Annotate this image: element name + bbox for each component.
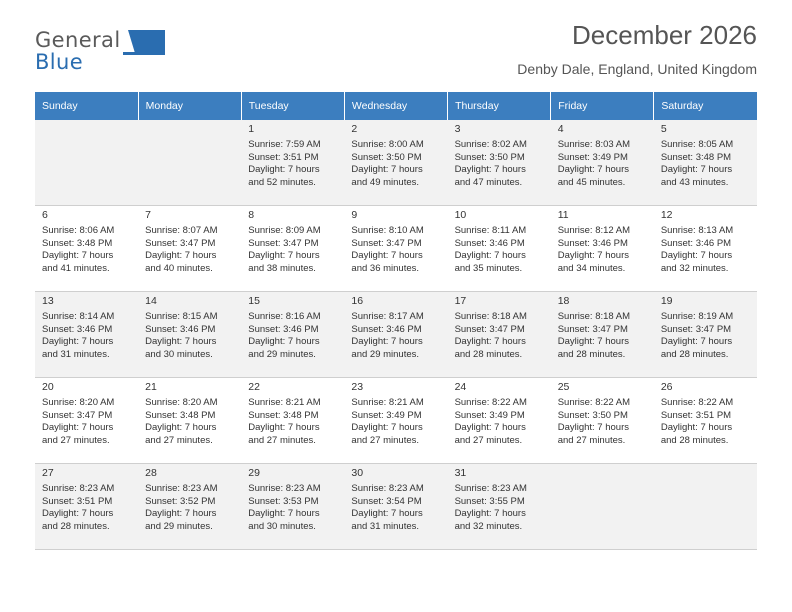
calendar-day-empty: [654, 464, 757, 550]
day-number: 6: [42, 209, 48, 221]
day-number: 31: [454, 467, 467, 479]
day-info-line: and 45 minutes.: [557, 176, 626, 188]
day-info-line: Sunrise: 8:16 AM: [248, 311, 321, 322]
day-number: 14: [145, 295, 157, 307]
day-info-line: and 28 minutes.: [660, 434, 729, 446]
day-number: 26: [660, 381, 673, 393]
day-info-line: and 34 minutes.: [557, 262, 626, 274]
day-info-line: Sunset: 3:47 PM: [42, 409, 113, 421]
logo-flag-icon: [128, 30, 165, 52]
day-info-line: Sunset: 3:48 PM: [42, 237, 113, 249]
day-info-line: and 40 minutes.: [145, 262, 213, 274]
day-info-line: Sunrise: 8:20 AM: [145, 397, 218, 408]
day-info-line: Daylight: 7 hours: [42, 422, 114, 434]
day-info-line: and 32 minutes.: [454, 520, 523, 532]
day-info-line: and 31 minutes.: [42, 348, 110, 360]
day-sun-info: [248, 397, 338, 447]
day-info-line: Daylight: 7 hours: [145, 250, 217, 262]
calendar-day-cell: [551, 206, 654, 292]
day-sun-info: [42, 311, 132, 361]
day-info-line: Daylight: 7 hours: [660, 336, 733, 348]
day-number: 8: [248, 209, 255, 221]
calendar-week-row: [35, 120, 757, 206]
day-number: 27: [42, 467, 54, 479]
day-info-line: Daylight: 7 hours: [454, 422, 526, 434]
day-info-line: and 28 minutes.: [557, 348, 626, 360]
day-info-line: Daylight: 7 hours: [42, 336, 114, 348]
calendar-week-row: [35, 378, 757, 464]
page-title: December 2026: [572, 20, 757, 50]
generalblue-logo: [35, 28, 165, 76]
day-info-line: Sunset: 3:49 PM: [557, 151, 628, 163]
day-info-line: Sunrise: 8:21 AM: [351, 397, 424, 408]
day-sun-info: [455, 397, 545, 447]
day-info-line: Sunset: 3:48 PM: [660, 151, 732, 163]
day-sun-info: [248, 139, 338, 189]
weekday-header-sunday: Sunday: [35, 92, 138, 120]
day-info-line: Sunrise: 8:18 AM: [557, 311, 631, 322]
calendar-day-cell: [448, 120, 551, 206]
calendar-day-cell: [344, 378, 447, 464]
calendar-day-cell: [35, 206, 138, 292]
day-info-line: Daylight: 7 hours: [248, 508, 320, 520]
day-info-line: and 32 minutes.: [660, 262, 729, 274]
day-number: 11: [557, 209, 569, 221]
day-info-line: Sunset: 3:47 PM: [351, 237, 422, 249]
calendar-day-cell: [138, 206, 241, 292]
day-sun-info: [42, 225, 132, 275]
calendar-day-cell: [448, 378, 551, 464]
day-info-line: Sunrise: 8:13 AM: [660, 225, 734, 236]
day-info-line: Sunrise: 8:23 AM: [248, 483, 321, 494]
day-info-line: Sunset: 3:46 PM: [145, 323, 216, 335]
day-info-line: Daylight: 7 hours: [351, 336, 423, 348]
day-number: 22: [248, 381, 260, 393]
calendar-day-cell: [241, 206, 344, 292]
day-info-line: Sunrise: 8:22 AM: [454, 397, 527, 408]
day-sun-info: [248, 311, 338, 361]
calendar-day-cell: [344, 120, 447, 206]
page-header: [35, 0, 757, 92]
day-number: 16: [351, 295, 364, 307]
day-info-line: and 35 minutes.: [454, 262, 523, 274]
day-info-line: Daylight: 7 hours: [454, 508, 526, 520]
day-info-line: Sunset: 3:51 PM: [42, 495, 113, 507]
day-sun-info: [455, 139, 545, 189]
day-info-line: Sunrise: 8:23 AM: [42, 483, 115, 494]
day-info-line: and 28 minutes.: [660, 348, 729, 360]
day-info-line: Sunrise: 8:06 AM: [42, 225, 115, 236]
day-number: 29: [248, 467, 260, 479]
day-info-line: Sunset: 3:46 PM: [454, 237, 525, 249]
calendar-day-cell: [138, 464, 241, 550]
day-info-line: Sunset: 3:46 PM: [42, 323, 113, 335]
day-number: 5: [660, 123, 667, 135]
day-info-line: and 28 minutes.: [42, 520, 110, 532]
day-sun-info: [661, 225, 751, 275]
day-info-line: Sunrise: 8:22 AM: [660, 397, 734, 408]
day-sun-info: [455, 311, 545, 361]
day-info-line: Daylight: 7 hours: [660, 164, 733, 176]
day-sun-info: [558, 311, 648, 361]
day-number: 30: [351, 467, 364, 479]
day-info-line: Daylight: 7 hours: [248, 422, 320, 434]
calendar-day-cell: [551, 292, 654, 378]
day-info-line: Sunrise: 8:15 AM: [145, 311, 218, 322]
day-number: 15: [248, 295, 260, 307]
day-number: 20: [42, 381, 54, 393]
calendar-day-cell: [654, 206, 757, 292]
day-info-line: Sunrise: 8:23 AM: [454, 483, 527, 494]
day-number: 1: [248, 123, 255, 135]
day-info-line: Daylight: 7 hours: [660, 250, 733, 262]
day-info-line: and 29 minutes.: [351, 348, 420, 360]
day-sun-info: [351, 225, 441, 275]
day-info-line: Sunset: 3:50 PM: [557, 409, 628, 421]
day-info-line: Daylight: 7 hours: [557, 336, 629, 348]
calendar-day-cell: [654, 120, 757, 206]
day-info-line: Sunrise: 7:59 AM: [248, 139, 321, 150]
day-sun-info: [42, 483, 132, 533]
day-info-line: Daylight: 7 hours: [248, 164, 320, 176]
day-sun-info: [661, 397, 751, 447]
calendar-day-cell: [344, 464, 447, 550]
day-info-line: and 27 minutes.: [351, 434, 420, 446]
day-info-line: Daylight: 7 hours: [351, 250, 423, 262]
calendar-day-empty: [551, 464, 654, 550]
day-info-line: Daylight: 7 hours: [557, 422, 629, 434]
day-number: 23: [351, 381, 364, 393]
calendar-day-cell: [448, 292, 551, 378]
day-number: 19: [660, 295, 673, 307]
day-info-line: Daylight: 7 hours: [351, 508, 423, 520]
day-info-line: Sunrise: 8:14 AM: [42, 311, 115, 322]
day-info-line: Sunset: 3:49 PM: [351, 409, 422, 421]
day-info-line: Sunset: 3:52 PM: [145, 495, 216, 507]
calendar-day-cell: [551, 378, 654, 464]
day-sun-info: [455, 225, 545, 275]
day-info-line: and 52 minutes.: [248, 176, 316, 188]
day-info-line: and 30 minutes.: [248, 520, 316, 532]
day-info-line: Daylight: 7 hours: [557, 164, 629, 176]
day-info-line: Sunset: 3:49 PM: [454, 409, 525, 421]
day-sun-info: [145, 311, 235, 361]
weekday-header-thursday: Thursday: [448, 92, 551, 120]
calendar-day-cell: [654, 378, 757, 464]
day-number: 4: [557, 123, 564, 135]
weekday-header-tuesday: Tuesday: [241, 92, 344, 120]
day-info-line: Sunset: 3:46 PM: [557, 237, 628, 249]
calendar-day-cell: [241, 464, 344, 550]
day-info-line: Sunrise: 8:03 AM: [557, 139, 631, 150]
day-info-line: and 27 minutes.: [454, 434, 523, 446]
weekday-header-saturday: Saturday: [654, 92, 757, 120]
day-info-line: and 43 minutes.: [660, 176, 729, 188]
day-info-line: Sunset: 3:46 PM: [660, 237, 732, 249]
calendar-day-cell: [138, 378, 241, 464]
day-number: 24: [454, 381, 467, 393]
day-info-line: Daylight: 7 hours: [454, 250, 526, 262]
day-info-line: Daylight: 7 hours: [145, 422, 217, 434]
day-info-line: Daylight: 7 hours: [42, 508, 114, 520]
day-info-line: Daylight: 7 hours: [248, 336, 320, 348]
day-info-line: Daylight: 7 hours: [248, 250, 320, 262]
calendar-day-cell: [448, 206, 551, 292]
day-info-line: Sunset: 3:47 PM: [248, 237, 319, 249]
day-info-line: Daylight: 7 hours: [454, 164, 526, 176]
title-block: [517, 18, 757, 80]
day-sun-info: [558, 397, 648, 447]
day-number: 17: [454, 295, 467, 307]
day-number: 28: [145, 467, 157, 479]
day-info-line: Sunrise: 8:02 AM: [454, 139, 527, 150]
day-info-line: Daylight: 7 hours: [145, 336, 217, 348]
calendar-day-cell: [551, 120, 654, 206]
day-info-line: and 29 minutes.: [248, 348, 316, 360]
day-info-line: and 27 minutes.: [145, 434, 213, 446]
day-sun-info: [661, 311, 751, 361]
day-info-line: Sunrise: 8:22 AM: [557, 397, 631, 408]
day-info-line: Daylight: 7 hours: [557, 250, 629, 262]
day-info-line: Sunset: 3:51 PM: [248, 151, 319, 163]
day-sun-info: [558, 139, 648, 189]
day-number: 18: [557, 295, 570, 307]
day-sun-info: [351, 139, 441, 189]
day-info-line: Daylight: 7 hours: [42, 250, 114, 262]
calendar-day-cell: [654, 292, 757, 378]
day-info-line: and 30 minutes.: [145, 348, 213, 360]
day-info-line: Sunrise: 8:12 AM: [557, 225, 631, 236]
day-info-line: Sunrise: 8:11 AM: [454, 225, 527, 236]
day-info-line: and 41 minutes.: [42, 262, 110, 274]
day-sun-info: [145, 397, 235, 447]
day-number: 13: [42, 295, 54, 307]
day-info-line: Sunset: 3:50 PM: [351, 151, 422, 163]
day-sun-info: [351, 483, 441, 533]
calendar-day-cell: [344, 292, 447, 378]
day-info-line: Sunset: 3:48 PM: [145, 409, 216, 421]
day-sun-info: [145, 483, 235, 533]
day-info-line: Sunrise: 8:17 AM: [351, 311, 424, 322]
day-info-line: Sunset: 3:50 PM: [454, 151, 525, 163]
day-info-line: Sunrise: 8:05 AM: [660, 139, 734, 150]
day-info-line: and 31 minutes.: [351, 520, 420, 532]
day-number: 21: [145, 381, 157, 393]
day-info-line: and 36 minutes.: [351, 262, 420, 274]
day-sun-info: [42, 397, 132, 447]
day-info-line: Sunrise: 8:09 AM: [248, 225, 321, 236]
day-info-line: Daylight: 7 hours: [660, 422, 733, 434]
logo-text-blue: Blue: [35, 50, 84, 74]
day-info-line: Sunset: 3:47 PM: [660, 323, 732, 335]
day-sun-info: [145, 225, 235, 275]
day-number: 9: [351, 209, 358, 221]
day-sun-info: [351, 397, 441, 447]
day-info-line: Sunrise: 8:20 AM: [42, 397, 115, 408]
sunrise-sunset-calendar: [35, 92, 757, 550]
day-info-line: and 28 minutes.: [454, 348, 523, 360]
calendar-day-empty: [35, 120, 138, 206]
day-info-line: Sunset: 3:47 PM: [557, 323, 628, 335]
day-sun-info: [661, 139, 751, 189]
day-info-line: and 27 minutes.: [248, 434, 316, 446]
calendar-day-cell: [241, 120, 344, 206]
day-info-line: Sunset: 3:54 PM: [351, 495, 422, 507]
day-info-line: and 47 minutes.: [454, 176, 523, 188]
weekday-header-wednesday: Wednesday: [344, 92, 447, 120]
calendar-day-cell: [344, 206, 447, 292]
day-sun-info: [248, 225, 338, 275]
day-info-line: Sunset: 3:53 PM: [248, 495, 319, 507]
day-info-line: and 27 minutes.: [557, 434, 626, 446]
calendar-week-row: [35, 292, 757, 378]
day-info-line: Sunrise: 8:23 AM: [145, 483, 218, 494]
day-info-line: and 29 minutes.: [145, 520, 213, 532]
weekday-header-monday: Monday: [138, 92, 241, 120]
calendar-day-cell: [35, 464, 138, 550]
day-number: 2: [351, 123, 358, 135]
day-info-line: Sunrise: 8:10 AM: [351, 225, 424, 236]
day-info-line: Sunset: 3:46 PM: [351, 323, 422, 335]
weekday-header-friday: Friday: [551, 92, 654, 120]
day-info-line: Daylight: 7 hours: [454, 336, 526, 348]
day-info-line: Sunset: 3:47 PM: [145, 237, 216, 249]
calendar-day-cell: [241, 292, 344, 378]
page-subtitle: Denby Dale, England, United Kingdom: [517, 61, 757, 77]
day-info-line: Daylight: 7 hours: [351, 164, 423, 176]
logo-underline: [123, 52, 165, 55]
day-info-line: Daylight: 7 hours: [351, 422, 423, 434]
logo-text-general: General: [35, 28, 121, 52]
day-info-line: Daylight: 7 hours: [145, 508, 217, 520]
day-info-line: and 38 minutes.: [248, 262, 316, 274]
calendar-week-row: [35, 464, 757, 550]
day-info-line: Sunset: 3:47 PM: [454, 323, 525, 335]
day-info-line: Sunset: 3:51 PM: [660, 409, 732, 421]
day-number: 7: [145, 209, 151, 221]
day-info-line: Sunrise: 8:21 AM: [248, 397, 321, 408]
calendar-week-row: [35, 206, 757, 292]
day-number: 10: [454, 209, 467, 221]
weekday-header-row: [35, 92, 757, 120]
day-info-line: Sunrise: 8:07 AM: [145, 225, 218, 236]
day-number: 25: [557, 381, 570, 393]
day-info-line: Sunset: 3:55 PM: [454, 495, 525, 507]
day-info-line: Sunrise: 8:18 AM: [454, 311, 527, 322]
calendar-day-cell: [35, 378, 138, 464]
calendar-day-cell: [138, 292, 241, 378]
calendar-day-cell: [35, 292, 138, 378]
day-sun-info: [455, 483, 545, 533]
day-info-line: Sunset: 3:48 PM: [248, 409, 319, 421]
day-number: 3: [454, 123, 461, 135]
day-info-line: Sunrise: 8:00 AM: [351, 139, 424, 150]
day-sun-info: [248, 483, 338, 533]
day-info-line: Sunset: 3:46 PM: [248, 323, 319, 335]
day-sun-info: [558, 225, 648, 275]
calendar-day-cell: [448, 464, 551, 550]
calendar-day-empty: [138, 120, 241, 206]
day-info-line: Sunrise: 8:19 AM: [660, 311, 734, 322]
day-number: 12: [660, 209, 673, 221]
day-sun-info: [351, 311, 441, 361]
day-info-line: and 49 minutes.: [351, 176, 420, 188]
day-info-line: and 27 minutes.: [42, 434, 110, 446]
day-info-line: Sunrise: 8:23 AM: [351, 483, 424, 494]
calendar-day-cell: [241, 378, 344, 464]
